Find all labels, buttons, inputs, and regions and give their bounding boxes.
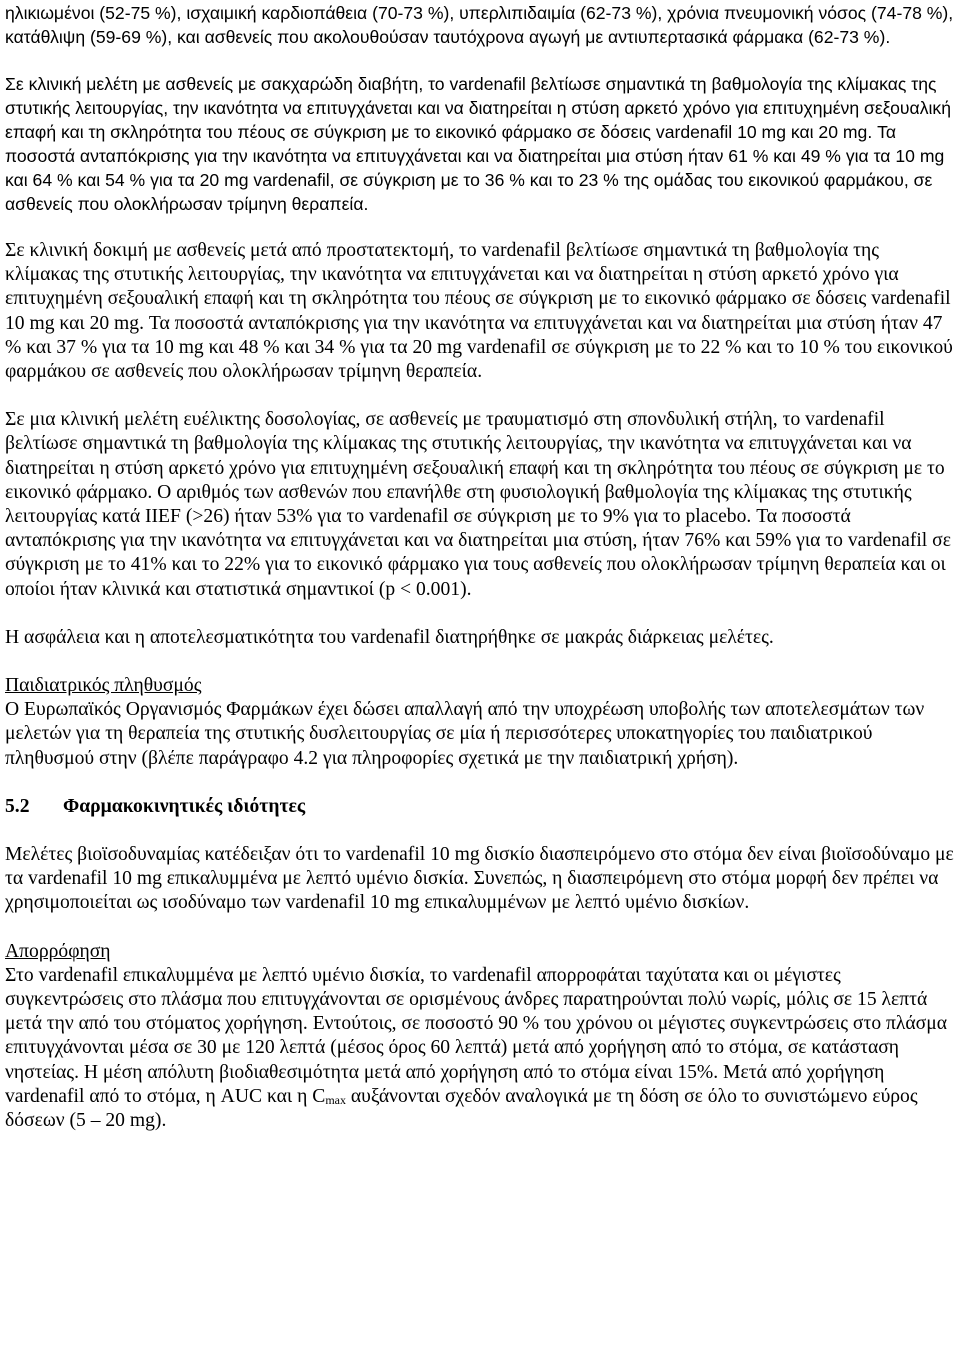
diabetes-study-response-rates: Τα ποσοστά ανταπόκρισης για την ικανότητα να επιτυγχάνεται και να διατηρείται μια στύση ήταν 61 % και 49 % για τα 10 mg και 64 % και 54 % για τα 20 mg vardenafil, σε σύγκριση με το 36 % και το 23 % της ομάδας του εικονικού φαρμάκου, σε ασθενείς που ολοκλήρωσαν τρίμηνη θεραπεία.: [5, 122, 945, 214]
heading-absorption: Απορρόφηση: [5, 940, 111, 962]
diabetes-study-sans-part: Σε κλινική μελέτη με ασθενείς με σακχαρώδη διαβήτη, το vardenafil βελτίωσε σημαντικά τη βαθμολογία της κλίμακας της στυτικής λειτουργίας, την ικανότητα να επιτυγχάνεται και να διατηρείται η στύση αρκετό χρόνο για επιτυχημένη σεξουαλική επαφή και τη σκληρότητα του πέους σε σύγκριση με το εικονικό φάρμακο σε δόσεις vardenafil 10 mg και 20 mg.: [5, 74, 951, 142]
absorption-tail-text: αυξάνονται σχεδόν αναλογικά με τη δόση σε όλο το συνιστώμενο εύρος δόσεων (5 – 20 mg).: [5, 1085, 918, 1132]
paragraph-pediatric-population: Ο Ευρωπαϊκός Οργανισμός Φαρμάκων έχει δώσει απαλλαγή από την υποχρέωση υποβολής των αποτελεσμάτων των μελετών για τη θεραπεία της στυτικής δυσλειτουργίας σε μία ή περισσότερες υποκατηγορίες του παιδιατρικού πληθυσμού στην (βλέπε παράγραφο 4.2 για πληροφορίες σχετικά με την παιδιατρική χρήση).: [5, 699, 925, 769]
paragraph-spinal-injury-study: Σε μια κλινική μελέτη ευέλικτης δοσολογίας, σε ασθενείς με τραυματισμό στη σπονδυλική στήλη, το vardenafil βελτίωσε σημαντικά τη βαθμολογία της κλίμακας της στυτικής λειτουργίας, την ικανότητα να επιτυγχάνεται και να διατηρείται η στύση αρκετό χρόνο για επιτυχημένη σεξουαλική επαφή και τη σκληρότητα του πέους σε σύγκριση με το εικονικό φάρμακο. Ο αριθμός των ασθενών που επανήλθε στη φυσιολογική βαθμολογία της κλίμακας της στυτικής λειτουργίας κατά IIEF (>26) ήταν 53% για το vardenafil σε σύγκριση με το 9% για το placebo. Τα ποσοστά ανταπόκρισης για την ικανότητα να επιτυγχάνεται και να διατηρείται μια στύση, ήταν 76% και 59% για το vardenafil σε σύγκριση με το 41% και το 22% για το εικονικό φάρμακο για τους ασθενείς που ολοκλήρωσαν τρίμηνη θεραπεία και οι οποίοι ήταν κλινικά και στατιστικά σημαντικοί (p < 0.001).: [5, 409, 951, 600]
section-title: Φαρμακοκινητικές ιδιότητες: [63, 795, 306, 817]
paragraph-absorption: [5, 964, 955, 1133]
paragraph-diabetes-study: [5, 72, 955, 216]
cmax-subscript: max: [325, 1092, 346, 1107]
paragraph-long-term-safety: Η ασφάλεια και η αποτελεσματικότητα του vardenafil διατηρήθηκε σε μακράς διάρκειας μελέτες.: [5, 626, 774, 648]
absorption-main-text: Στο vardenafil επικαλυμμένα με λεπτό υμένιο δισκία, το vardenafil απορροφάται ταχύτατα και οι μέγιστες συγκεντρώσεις στο πλάσμα που επιτυγχάνονται σε ορισμένους άνδρες παρατηρούνται πολύ νωρίς, μόλις σε 15 λεπτά μετά την από του στόματος χορήγηση. Εντούτοις, σε ποσοστό 90 % του χρόνου οι μέγιστες συγκεντρώσεις στο πλάσμα επιτυγχάνονται μέσα σε 30 με 120 λεπτά (μέσος όρος 60 λεπτά) μετά από χορήγηση από το στόμα, σε κατάσταση νηστείας. Η μέση απόλυτη βιοδιαθεσιμότητα μετά από χορήγηση από το στόμα είναι 15%. Μετά από χορήγηση vardenafil από το στόμα, η AUC και η C: [5, 964, 948, 1107]
document-page: [5, 1, 955, 1133]
paragraph-bioequivalence: Μελέτες βιοϊσοδυναμίας κατέδειξαν ότι το vardenafil 10 mg δισκίο διασπειρόμενο στο στόμα δεν είναι βιοϊσοδύναμο με τα vardenafil 10 mg επικαλυμμένα με λεπτό υμένιο δισκία. Συνεπώς, η διασπειρόμενη στο στόμα μορφή δεν πρέπει να χρησιμοποιείται ως ισοδύναμο των vardenafil 10 mg επικαλυμμένων με λεπτό υμένιο δισκίων.: [5, 844, 954, 914]
section-heading-pharmacokinetics: [5, 795, 955, 819]
section-number: 5.2: [5, 795, 30, 817]
heading-pediatric-population: Παιδιατρικός πληθυσμός: [5, 675, 202, 697]
paragraph-prostatectomy-study: Σε κλινική δοκιμή με ασθενείς μετά από προστατεκτομή, το vardenafil βελτίωσε σημαντικά τη βαθμολογία της κλίμακας της στυτικής λειτουργίας, την ικανότητα να επιτυγχάνεται και να διατηρείται η στύση αρκετό χρόνο για επιτυχημένη σεξουαλική επαφή και τη σκληρότητα του πέους σε σύγκριση με το εικονικό φάρμακο σε δόσεις vardenafil 10 mg και 20 mg. Τα ποσοστά ανταπόκρισης για την ικανότητα να επιτυγχάνεται και να διατηρείται μια στύση ήταν 47 % και 37 % για τα 10 mg και 48 % και 34 % για τα 20 mg vardenafil σε σύγκριση με το 22 % και το 10 % του εικονικού φαρμάκου σε ασθενείς που ολοκλήρωσαν τρίμηνη θεραπεία.: [5, 240, 953, 383]
paragraph-intro: ηλικιωμένοι (52-75 %), ισχαιμική καρδιοπάθεια (70-73 %), υπερλιπιδαιμία (62-73 %), χρόνια πνευμονική νόσος (74-78 %), κατάθλιψη (59-69 %), και ασθενείς που ακολουθούσαν ταυτόχρονα αγωγή με αντιυπερτασικά φάρμακα (62-73 %).: [5, 3, 954, 47]
